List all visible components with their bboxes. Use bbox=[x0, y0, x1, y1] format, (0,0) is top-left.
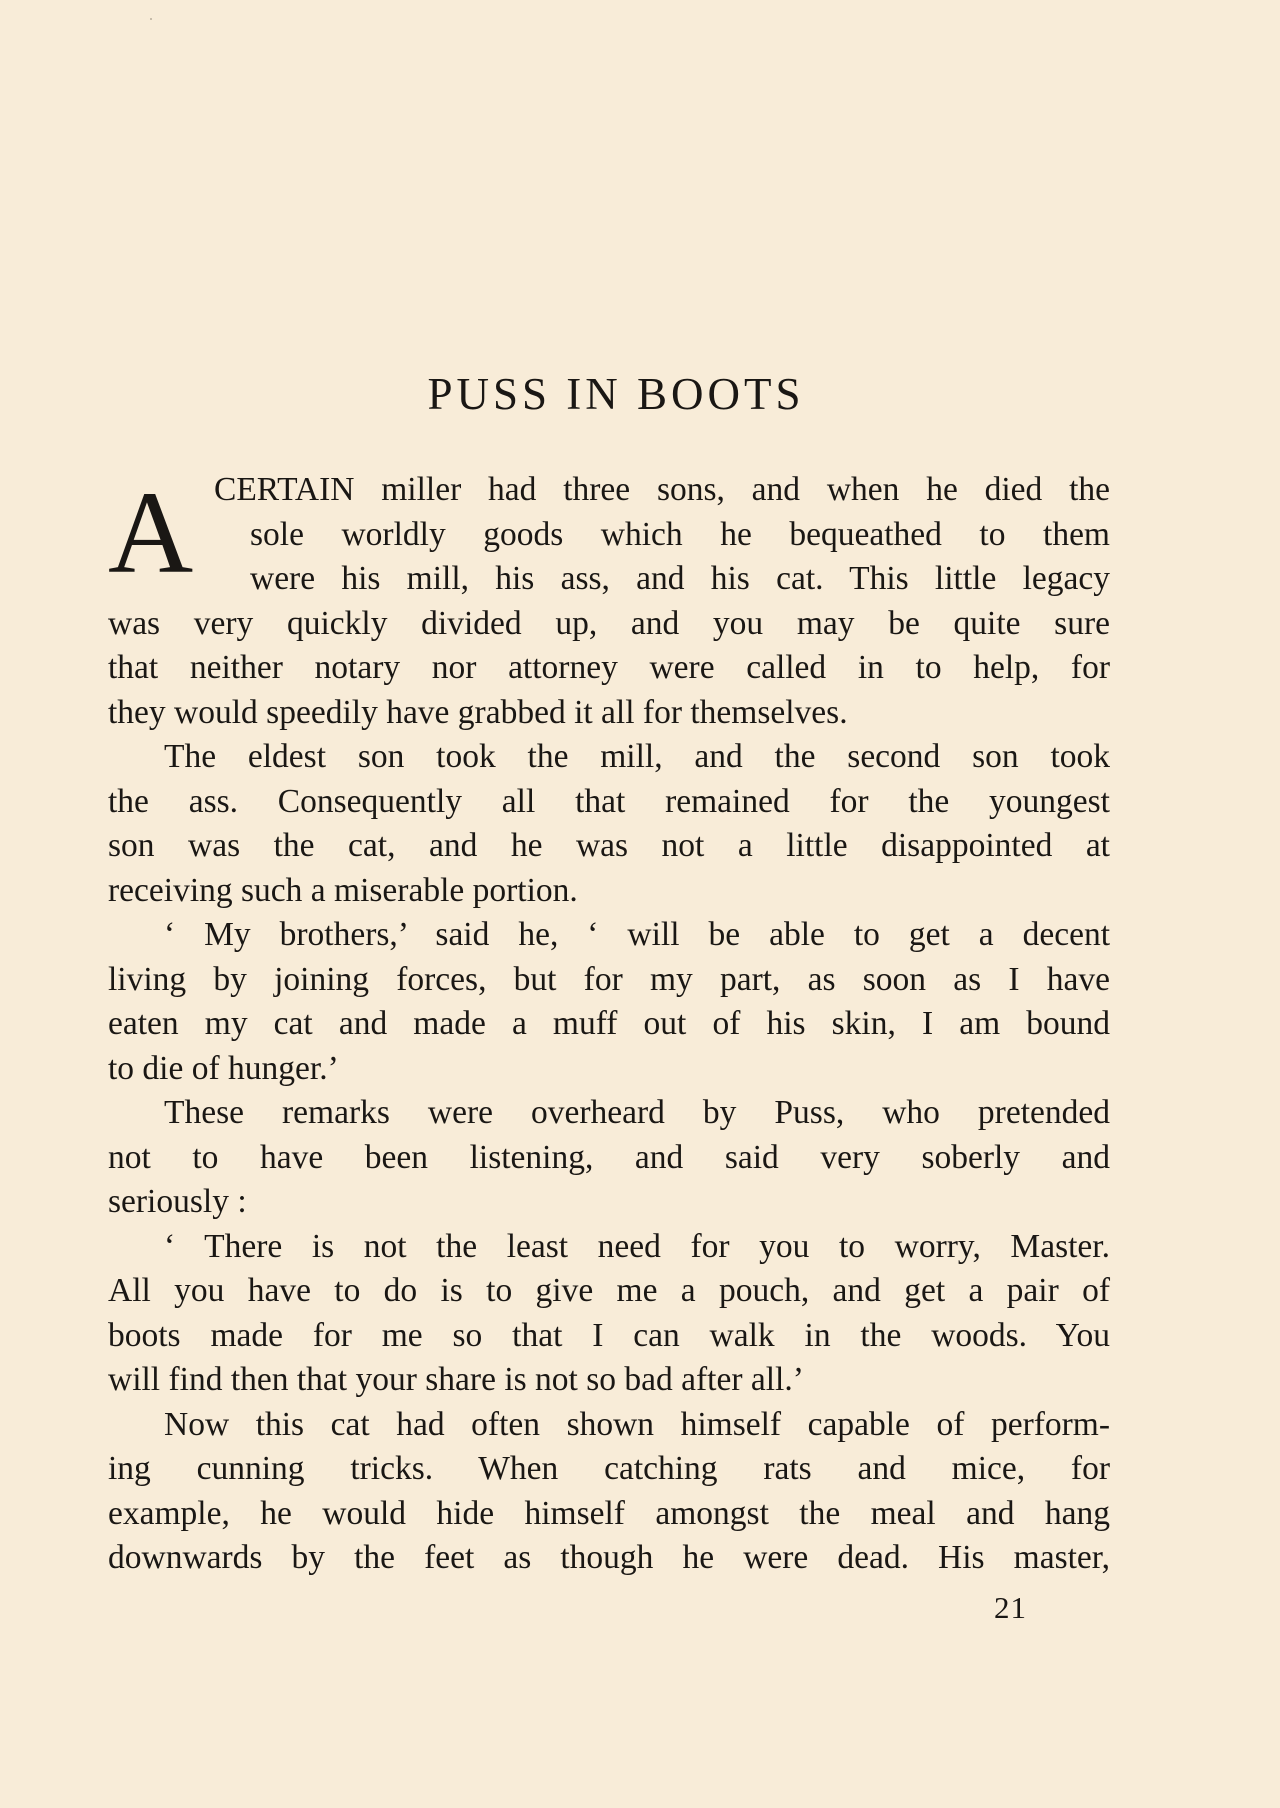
text-line: to die of hunger.’ bbox=[108, 1049, 339, 1087]
drop-cap: A bbox=[108, 467, 194, 598]
text-line: ‘ My brothers,’ said he, ‘ will be able to get a decent bbox=[164, 916, 1110, 953]
text-line: seriously : bbox=[108, 1183, 247, 1220]
text-line: not to have been listening, and said very soberly and bbox=[108, 1138, 1110, 1176]
text-line: ‘ There is not the least need for you to worry, Master. bbox=[164, 1227, 1110, 1265]
text-line: All you have to do is to give me a pouch, and get a pair of bbox=[108, 1272, 1110, 1309]
text-line: downwards by the feet as though he were dead. His master, bbox=[108, 1539, 1110, 1576]
text-line: The eldest son took the mill, and the second son took bbox=[164, 738, 1110, 775]
text-line: will find then that your share is not so bad after all.’ bbox=[108, 1361, 804, 1398]
text-line: receiving such a miserable portion. bbox=[108, 871, 578, 909]
body-text bbox=[108, 468, 1110, 1581]
text-line: eaten my cat and made a muff out of his skin, I am bound bbox=[108, 1005, 1110, 1042]
text-line: son was the cat, and he was not a little disappointed at bbox=[108, 827, 1110, 864]
text-line: sole worldly goods which he bequeathed to them bbox=[250, 515, 1110, 553]
page-number: 21 bbox=[994, 1590, 1027, 1625]
text-line: that neither notary nor attorney were called in to help, for bbox=[108, 649, 1110, 686]
text-line: living by joining forces, but for my part, as soon as I have bbox=[108, 960, 1110, 998]
chapter-title: PUSS IN BOOTS bbox=[427, 369, 805, 419]
text-line: they would speedily have grabbed it all for themselves. bbox=[108, 693, 848, 731]
text-line: the ass. Consequently all that remained for the youngest bbox=[108, 782, 1110, 820]
text-line: ing cunning tricks. When catching rats and mice, for bbox=[108, 1450, 1110, 1487]
text-line: Now this cat had often shown himself capable of perform- bbox=[164, 1405, 1110, 1443]
text-line: example, he would hide himself amongst the meal and hang bbox=[108, 1494, 1110, 1532]
paper-speck bbox=[150, 18, 152, 20]
text-line: was very quickly divided up, and you may be quite sure bbox=[108, 604, 1110, 642]
text-line: CERTAIN miller had three sons, and when he died the bbox=[214, 471, 1110, 508]
text-line: were his mill, his ass, and his cat. This little legacy bbox=[250, 560, 1110, 597]
text-line: boots made for me so that I can walk in the woods. You bbox=[108, 1316, 1110, 1354]
text-line: These remarks were overheard by Puss, who pretended bbox=[164, 1094, 1110, 1131]
